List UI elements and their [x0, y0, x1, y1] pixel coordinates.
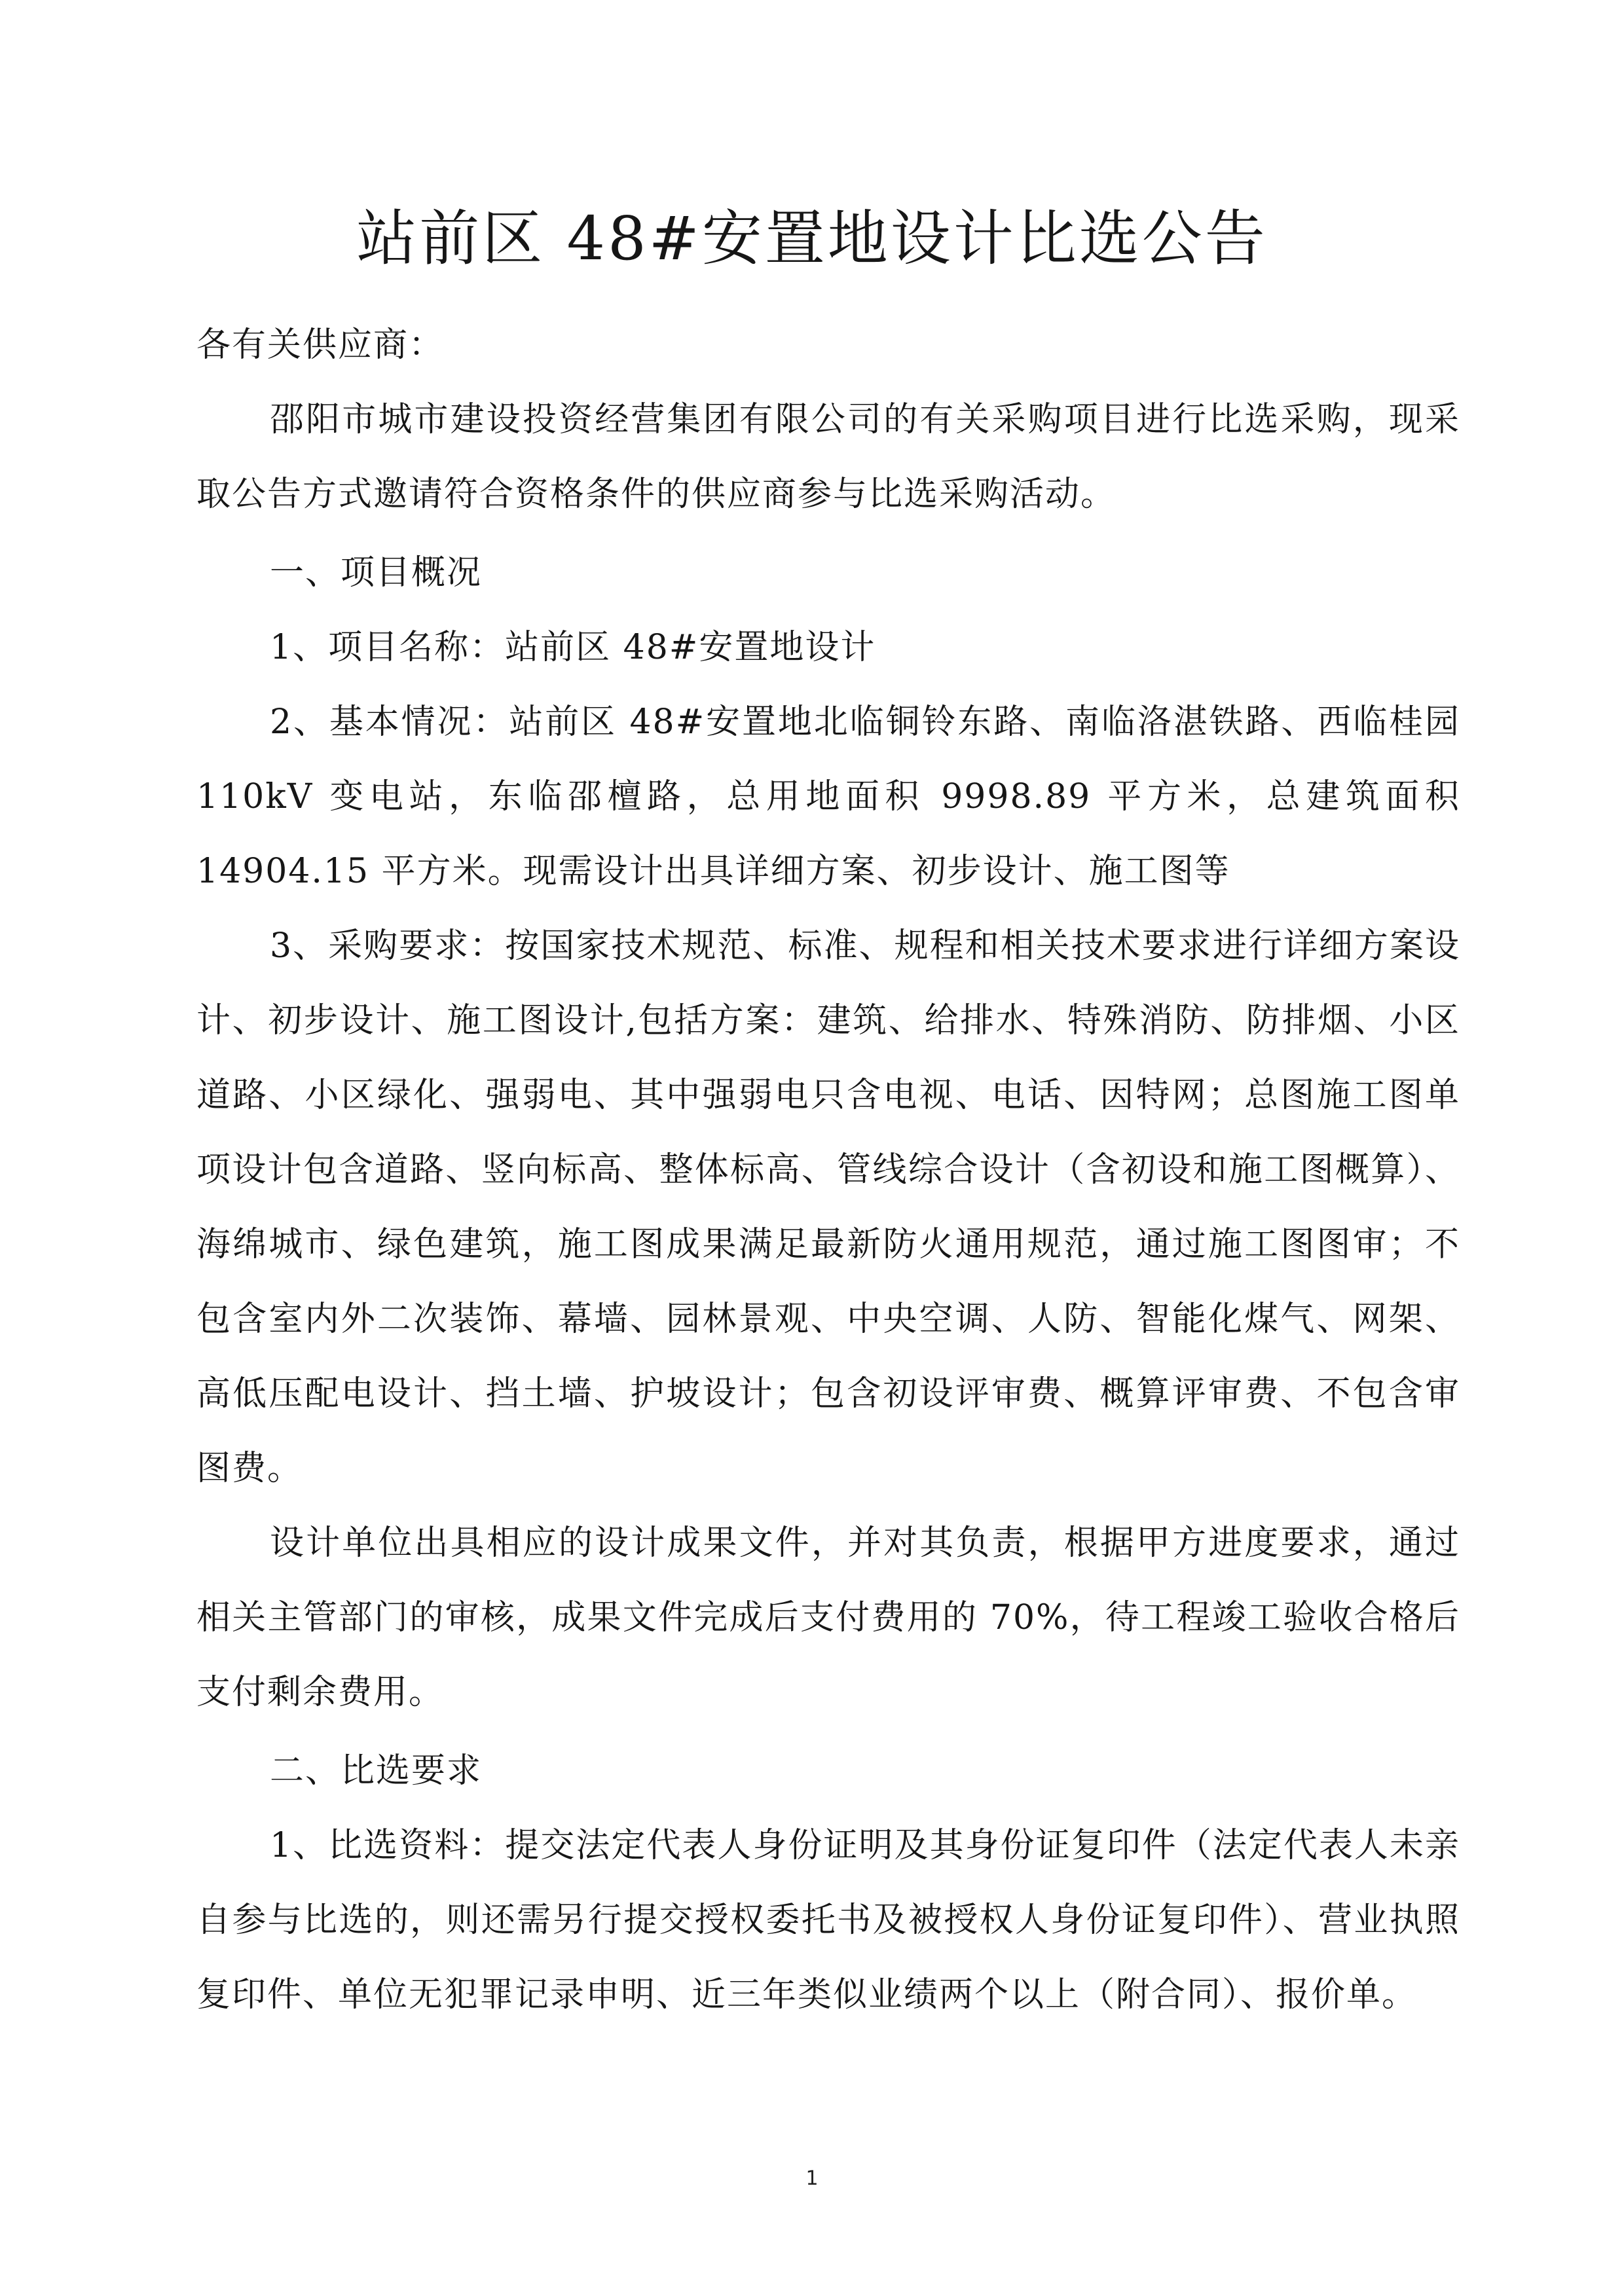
document-title: 站前区 48#安置地设计比选公告 — [356, 204, 1268, 274]
deliverables-paragraph: 设计单位出具相应的设计成果文件，并对其负责，根据甲方进度要求，通过相关主管部门的审核，成果文件完成后支付费用的 70%，待工程竣工验收合格后支付剩余费用。 — [196, 1523, 1460, 1712]
section-heading-overview: 一、项目概况 — [270, 553, 483, 592]
document-body — [196, 308, 1460, 2032]
requirements-paragraph: 3、采购要求：按国家技术规范、标准、规程和相关技术要求进行详细方案设计、初步设计、施工图设计,包括方案：建筑、给排水、特殊消防、防排烟、小区道路、小区绿化、强弱电、其中强弱电只含电视、电话、因特网；总图施工图单项设计包含道路、竖向标高、整体标高、管线综合设计（含初设和施工图概算）、海绵城市、绿色建筑，施工图成果满足最新防火通用规范，通过施工图图审；不包含室内外二次装饰、幕墙、园林景观、中央空调、人防、智能化煤气、网架、高低压配电设计、挡土墙、护坡设计；包含初设评审费、概算评审费、不包含审图费。 — [196, 926, 1460, 1488]
intro-paragraph: 邵阳市城市建设投资经营集团有限公司的有关采购项目进行比选采购，现采取公告方式邀请符合资格条件的供应商参与比选采购活动。 — [196, 400, 1460, 514]
basic-info-paragraph: 2、基本情况：站前区 48#安置地北临铜铃东路、南临洛湛铁路、西临桂园 110kV 变电站，东临邵檀路，总用地面积 9998.89 平方米，总建筑面积 14904.15 平方米。现需设计出具详细方案、初步设计、施工图等 — [196, 702, 1460, 891]
selection-materials-paragraph: 1、比选资料：提交法定代表人身份证明及其身份证复印件（法定代表人未亲自参与比选的，则还需另行提交授权委托书及被授权人身份证复印件）、营业执照复印件、单位无犯罪记录申明、近三年类似业绩两个以上（附合同）、报价单。 — [196, 1826, 1460, 2014]
page-number: 1 — [805, 2167, 819, 2190]
project-name-paragraph: 1、项目名称：站前区 48#安置地设计 — [270, 628, 876, 667]
salutation: 各有关供应商： — [196, 325, 445, 365]
section-heading-selection: 二、比选要求 — [270, 1751, 483, 1791]
